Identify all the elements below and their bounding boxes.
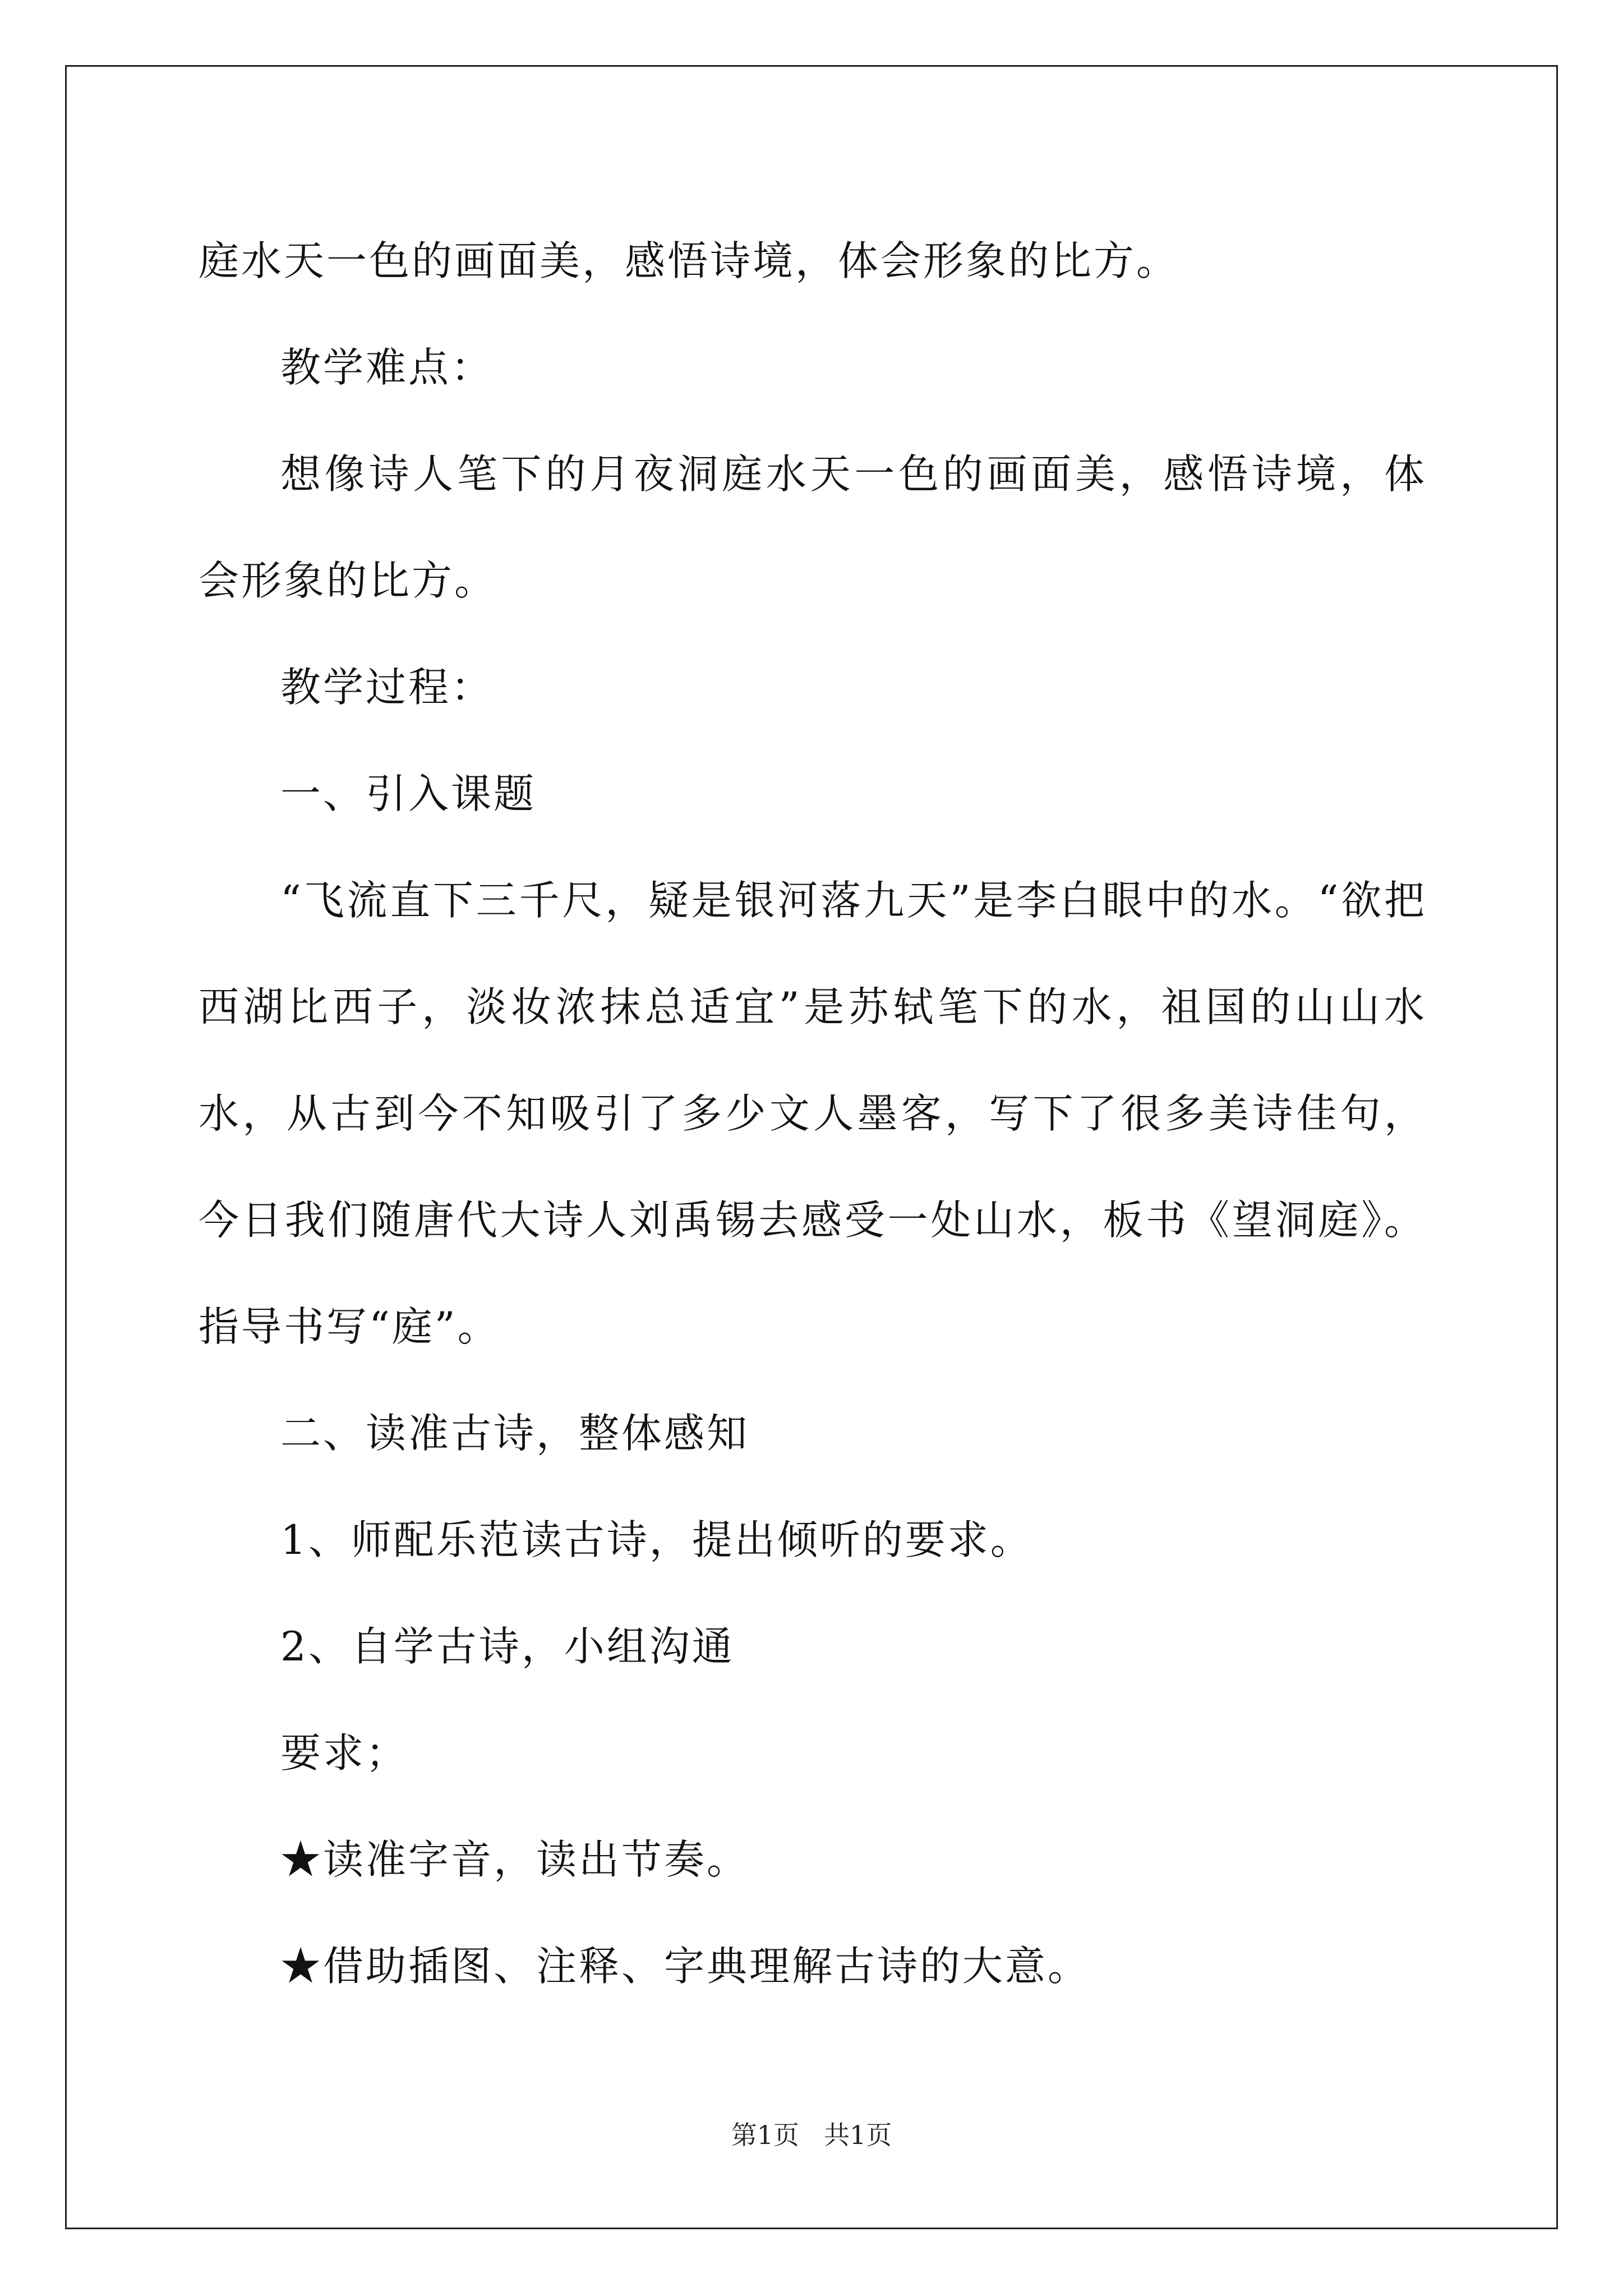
paragraph: 一、引入课题 (280, 770, 537, 817)
page-footer (0, 2115, 1623, 2152)
paragraph: ★借助插图、注释、字典理解古诗的大意。 (280, 1943, 1091, 1990)
paragraph: 1、师配乐范读古诗，提出倾听的要求。 (280, 1516, 1033, 1563)
paragraph: 教学过程： (280, 664, 494, 711)
paragraph: 教学难点： (280, 344, 494, 391)
document-body (199, 208, 1427, 2019)
page-number: 第1页 (731, 2120, 799, 2150)
paragraph: 想像诗人笔下的月夜洞庭水天一色的画面美，感悟诗境，体会形象的比方。 (199, 450, 1427, 604)
paragraph: 二、读准古诗，整体感知 (280, 1410, 750, 1457)
paragraph: 2、自学古诗，小组沟通 (280, 1623, 735, 1670)
paragraph: 庭水天一色的画面美，感悟诗境，体会形象的比方。 (199, 237, 1179, 284)
page-total: 共1页 (824, 2120, 892, 2150)
paragraph: ★读准字音，读出节奏。 (280, 1836, 750, 1883)
paragraph: “飞流直下三千尺，疑是银河落九天”是李白眼中的水。“欲把西湖比西子，淡妆浓抹总适宜”是苏轼笔下的水，祖国的山山水水，从古到今不知吸引了多少文人墨客，写下了很多美诗佳句，今日我们随唐代大诗人刘禹锡去感受一处山水，板书《望洞庭》。指导书写“庭”。 (199, 877, 1427, 1350)
paragraph: 要求； (280, 1729, 409, 1777)
